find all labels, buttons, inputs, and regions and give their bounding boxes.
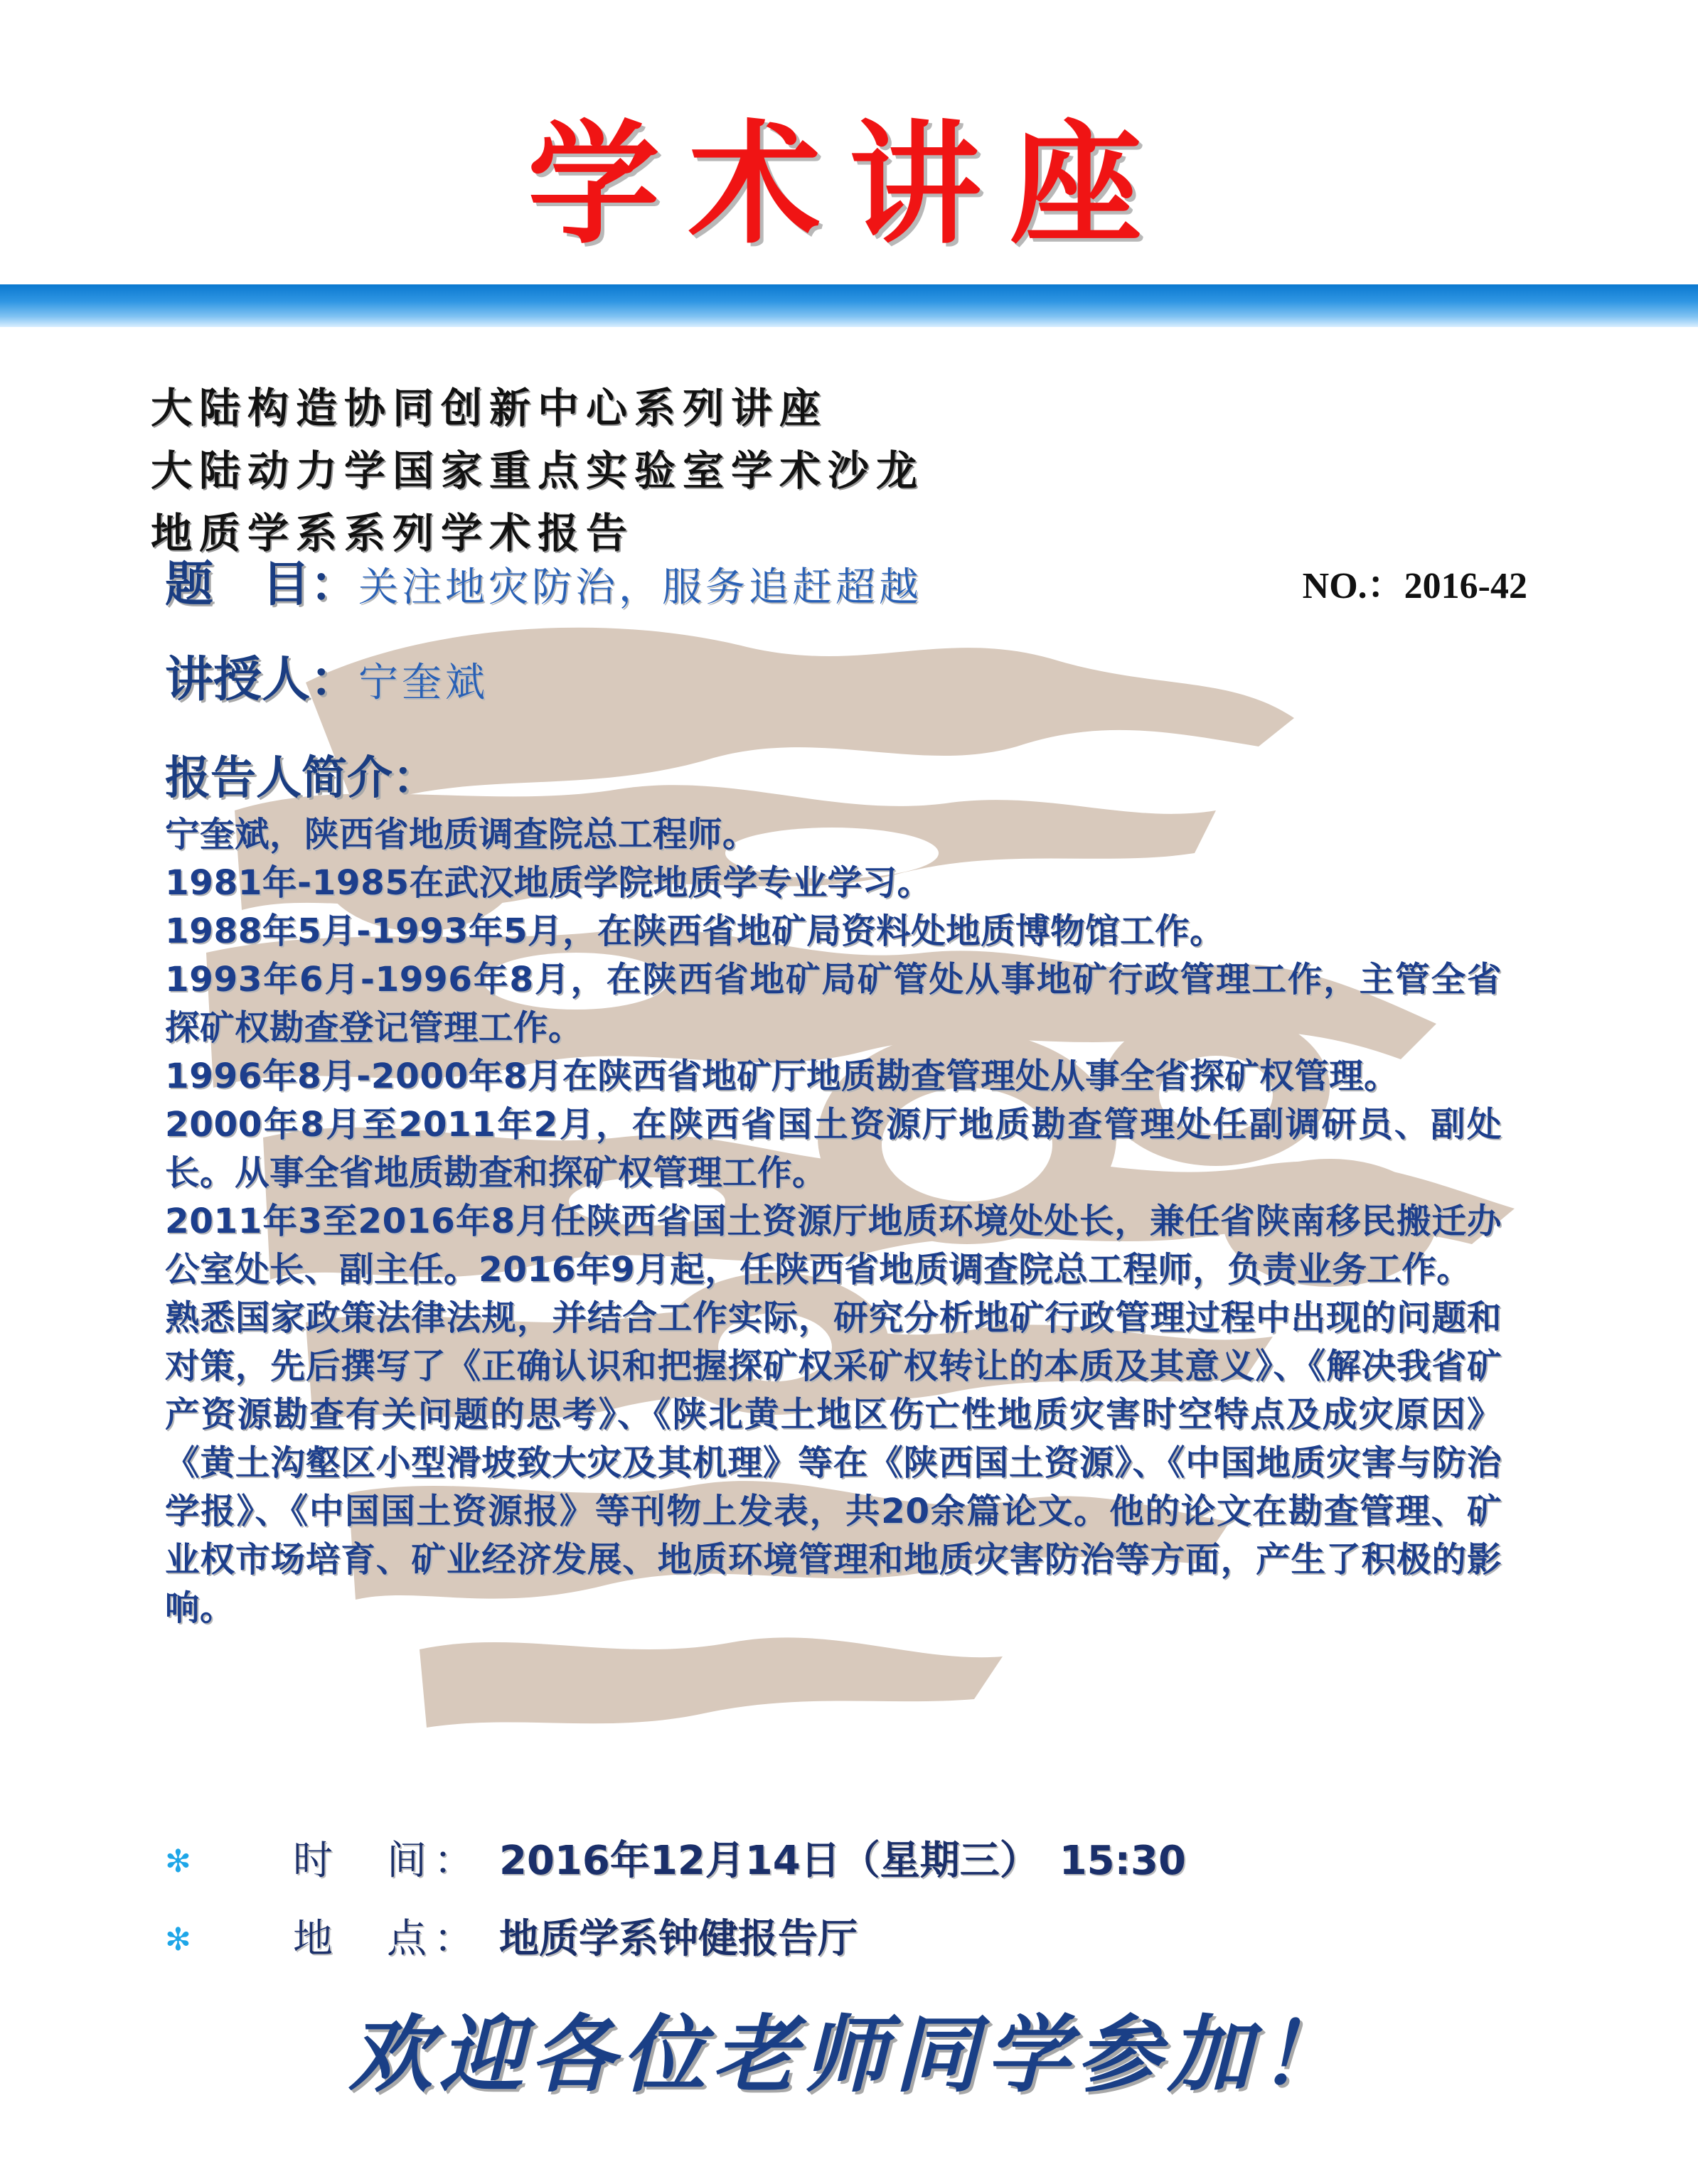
place-row (165, 1904, 1516, 1975)
bio-heading: 报告人简介： (165, 752, 438, 805)
bio-paragraph: 熟悉国家政策法律法规，并结合工作实际，研究分析地矿行政管理过程中出现的问题和对策，先后撰写了《正确认识和把握探矿权采矿权转让的本质及其意义》、《解决我省矿产资源勘查有关问题的思考》、《陕北黄土地区伤亡性地质灾害时空特点及成灾原因》《黄土沟壑区小型滑坡致大灾及其机理》等在《陕西国土资源》、《中国地质灾害与防治学报》、《中国国土资源报》等刊物上发表，共20余篇论文。他的论文在勘查管理、矿业权市场培育、矿业经济发展、地质环境管理和地质灾害防治等方面，产生了积极的影响。 (165, 1298, 1502, 1628)
series-line: 大陆动力学国家重点实验室学术沙龙 (151, 446, 925, 495)
topic-row (165, 553, 1544, 617)
welcome-banner: 欢迎各位老师同学参加！ (348, 2006, 1350, 2104)
bio-paragraph: 1981年-1985在武汉地质学院地质学专业学习。 (165, 863, 932, 903)
header-band (0, 284, 1698, 327)
time-row (165, 1826, 1516, 1897)
place-value: 地质学系钟健报告厅 (499, 1916, 858, 1962)
series-line: 地质学系系列学术报告 (151, 509, 635, 557)
bio-paragraph: 1993年6月-1996年8月，在陕西省地矿局矿管处从事地矿行政管理工作，主管全省探矿权勘查登记管理工作。 (165, 960, 1502, 1048)
series-line: 大陆构造协同创新中心系列讲座 (151, 384, 828, 432)
time-label: 时 间： (293, 1838, 481, 1884)
lecture-number: NO.：2016-42 (1302, 566, 1527, 606)
lecture-series-list (151, 377, 924, 564)
topic-value: 关注地灾防治，服务追赶超越 (358, 564, 923, 611)
bio-paragraph: 宁奎斌，陕西省地质调查院总工程师。 (165, 815, 758, 855)
snowflake-bullet-icon: ✻ (165, 1922, 191, 1958)
page-title: 学术讲座 (527, 107, 1170, 262)
time-value: 2016年12月14日（星期三） 15:30 (499, 1838, 1186, 1884)
bio-body (165, 810, 1502, 1632)
bio-paragraph: 2011年3至2016年8月任陕西省国土资源厅地质环境处处长，兼任省陕南移民搬迁办公室处长、副主任。2016年9月起，任陕西省地质调查院总工程师，负责业务工作。 (165, 1201, 1502, 1290)
snowflake-bullet-icon: ✻ (165, 1843, 191, 1880)
speaker-row (165, 648, 488, 712)
bio-paragraph: 2000年8月至2011年2月，在陕西省国土资源厅地质勘查管理处任副调研员、副处长。从事全省地质勘查和探矿权管理工作。 (165, 1105, 1502, 1193)
bio-paragraph: 1988年5月-1993年5月，在陕西省地矿局资料处地质博物馆工作。 (165, 911, 1225, 951)
topic-label: 题 目： (165, 557, 359, 613)
speaker-label: 讲授人： (165, 652, 359, 708)
place-label: 地 点： (293, 1916, 481, 1962)
bio-paragraph: 1996年8月-2000年8月在陕西省地矿厅地质勘查管理处从事全省探矿权管理。 (165, 1056, 1399, 1096)
speaker-name: 宁奎斌 (358, 660, 489, 706)
